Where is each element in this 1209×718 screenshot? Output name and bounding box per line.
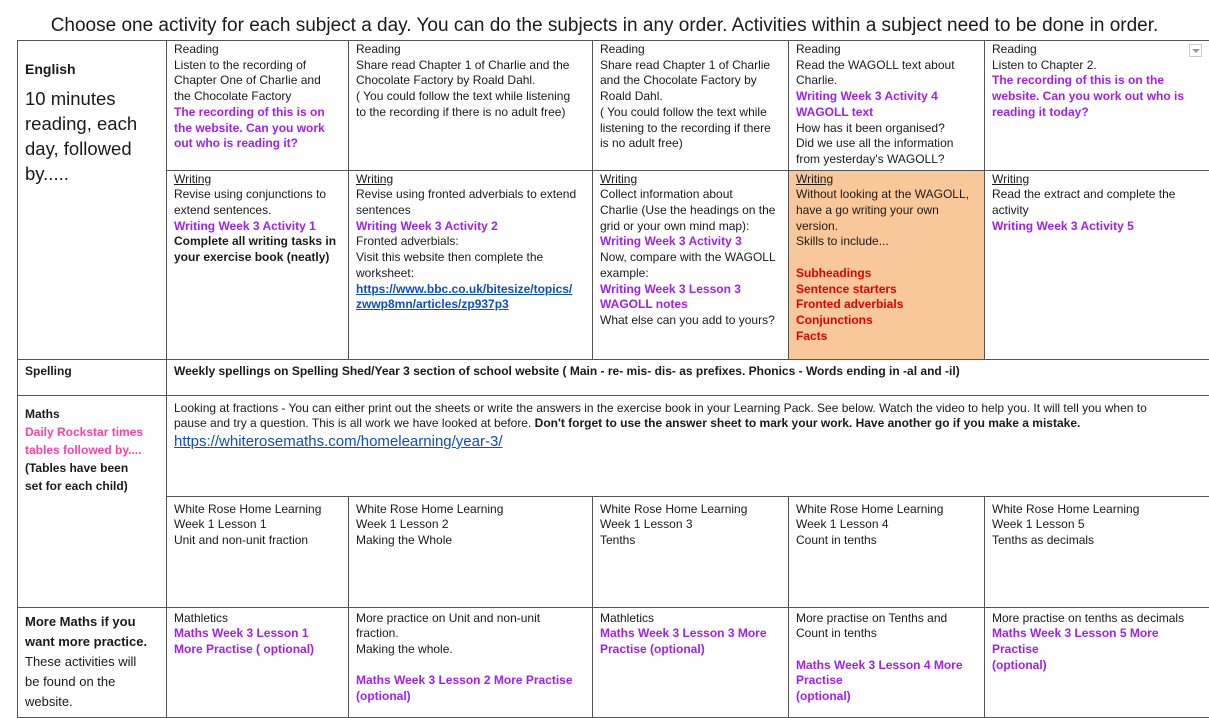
activity-link[interactable]: WAGOLL notes [600,297,782,313]
reading-cell-2 [349,41,593,171]
maths-lesson-cell-5 [985,496,1209,607]
reading-cell-5 [985,41,1209,171]
practise-link[interactable]: Practise [796,673,978,689]
reading-text: Listen to Chapter 2. [992,58,1203,74]
activity-link[interactable]: Writing Week 3 Activity 2 [356,219,586,235]
reading-title: Reading [796,42,978,58]
reading-text: Share read Chapter 1 of Charlie and the [356,58,586,74]
more-maths-note: website. [25,692,160,712]
more-maths-title: More Maths if you [25,612,160,632]
maths-intro-cell [167,395,1209,496]
english-title: English [25,62,160,78]
more-maths-subject-cell [18,607,167,717]
lesson-text: Making the Whole [356,533,586,549]
reading-text: ( You could follow the text while listening [356,89,586,105]
writing-instruction: your exercise book (neatly) [174,250,342,266]
english-writing-row [18,170,1209,359]
writing-title: Writing [796,172,978,188]
writing-cell-5 [985,170,1209,359]
writing-text: Visit this website then complete the [356,250,586,266]
skill-item: Conjunctions [796,313,978,329]
lesson-text: Week 1 Lesson 1 [174,517,342,533]
writing-text: activity [992,203,1203,219]
reading-title: Reading [356,42,586,58]
maths-intro-text: Looking at fractions - You can either print out the sheets or write the answers in the exercise book in your Learning Pack. See below. Watch the video to help you. It will tell you when to [174,401,1203,417]
lesson-text: White Rose Home Learning [356,502,586,518]
writing-text: extend sentences. [174,203,342,219]
more-maths-title: want more practice. [25,632,160,652]
lesson-text: Week 1 Lesson 2 [356,517,586,533]
reading-title: Reading [600,42,782,58]
writing-instruction: Complete all writing tasks in [174,234,342,250]
activity-link[interactable]: Writing Week 3 Lesson 3 [600,282,782,298]
english-reading-row [18,41,1209,171]
more-maths-text: More practise on Tenths and [796,611,978,627]
reading-text: is no adult free) [600,136,782,152]
lesson-text: Week 1 Lesson 5 [992,517,1203,533]
maths-lesson-cell-1 [167,496,349,607]
maths-title: Maths [25,405,160,423]
more-maths-text: fraction. [356,626,586,642]
lesson-text: Week 1 Lesson 4 [796,517,978,533]
writing-cell-3 [593,170,789,359]
writing-text: Collect information about [600,187,782,203]
reading-text: Did we use all the information [796,136,978,152]
writing-text: example: [600,266,782,282]
whiterose-link[interactable]: https://whiterosemaths.com/homelearning/year-3/ [174,432,1203,452]
spelling-details-cell [167,359,1209,395]
practise-link[interactable]: Maths Week 3 Lesson 3 More [600,626,782,642]
writing-title: Writing [600,172,782,188]
skill-item: Subheadings [796,266,978,282]
practise-link[interactable]: Maths Week 3 Lesson 1 [174,626,342,642]
lesson-text: White Rose Home Learning [600,502,782,518]
lesson-text: White Rose Home Learning [992,502,1203,518]
reading-text: the Chocolate Factory [174,89,342,105]
writing-text: Without looking at the WAGOLL, [796,187,978,203]
activity-link[interactable]: Writing Week 3 Activity 3 [600,234,782,250]
maths-lesson-cell-4 [789,496,985,607]
maths-intro-text: pause and try a question. This is all work we have looked at before. [174,416,531,430]
writing-cell-4-highlighted [789,170,985,359]
activity-link[interactable]: Writing Week 3 Activity 5 [992,219,1203,235]
more-maths-text: Mathletics [600,611,782,627]
more-maths-cell-1 [167,607,349,717]
writing-text: version. [796,219,978,235]
more-maths-text: Count in tenths [796,626,978,642]
more-maths-row [18,607,1209,717]
reading-title: Reading [174,42,342,58]
writing-text: Skills to include... [796,234,978,250]
writing-title: Writing [174,172,342,188]
reading-text: listening to the recording if there [600,121,782,137]
maths-lessons-row [18,496,1209,607]
activity-link[interactable]: WAGOLL text [796,105,978,121]
english-subject-cell [18,41,167,360]
writing-text: grid or your own mind map): [600,219,782,235]
reading-title: Reading [992,42,1203,58]
timetable [17,40,1209,718]
reading-text: How has it been organised? [796,121,978,137]
reading-recording-note: the website. Can you work [174,121,342,137]
more-maths-note: These activities will [25,652,160,672]
activity-link[interactable]: Writing Week 3 Activity 1 [174,219,342,235]
reading-text: to the recording if there is no adult free) [356,105,586,121]
writing-cell-1 [167,170,349,359]
reading-cell-4 [789,41,985,171]
rockstar-note: tables followed by.... [25,441,160,459]
more-maths-text: More practise on tenths as decimals [992,611,1203,627]
writing-title: Writing [356,172,586,188]
lesson-text: Count in tenths [796,533,978,549]
writing-text: have a go writing your own [796,203,978,219]
reading-text: Listen to the recording of [174,58,342,74]
lesson-text: White Rose Home Learning [796,502,978,518]
practise-link[interactable]: (optional) [796,689,978,705]
writing-cell-2 [349,170,593,359]
more-maths-cell-4 [789,607,985,717]
more-maths-cell-3 [593,607,789,717]
spelling-subject-cell [18,359,167,395]
writing-text: Charlie (Use the headings on the [600,203,782,219]
reading-recording-note: website. Can you work out who is [992,89,1203,105]
more-maths-text: More practice on Unit and non-unit [356,611,586,627]
reading-text: from yesterday's WAGOLL? [796,152,978,168]
maths-lesson-cell-2 [349,496,593,607]
practise-link[interactable]: Maths Week 3 Lesson 2 More Practise [356,673,586,689]
reading-cell-3 [593,41,789,171]
more-maths-note: be found on the [25,672,160,692]
writing-text: Revise using fronted adverbials to extend [356,187,586,203]
practise-link[interactable]: (optional) [992,658,1203,674]
reading-text: Share read Chapter 1 of Charlie [600,58,782,74]
writing-text: What else can you add to yours? [600,313,782,329]
reading-text: Read the WAGOLL text about [796,58,978,74]
skill-item: Facts [796,329,978,345]
lesson-text: Tenths [600,533,782,549]
bbc-bitesize-link[interactable]: zwwp8mn/articles/zp937p3 [356,297,586,313]
english-note-line: day, followed [25,136,160,161]
more-maths-text: Mathletics [174,611,342,627]
maths-lesson-cell-3 [593,496,789,607]
lesson-text: Tenths as decimals [992,533,1203,549]
english-note-line: reading, each [25,111,160,136]
bbc-bitesize-link[interactable]: https://www.bbc.co.uk/bitesize/topics/ [356,282,586,298]
reading-text: Charlie. [796,73,978,89]
skill-item: Sentence starters [796,282,978,298]
spelling-row [18,359,1209,395]
reading-text: ( You could follow the text while [600,105,782,121]
page-heading: Choose one activity for each subject a day. You can do the subjects in any order. Activities within a subject need to be done in order. [0,12,1209,40]
writing-text: Read the extract and complete the [992,187,1203,203]
reading-text: Chapter One of Charlie and [174,73,342,89]
practise-link[interactable]: Maths Week 3 Lesson 5 More [992,626,1203,642]
activity-link[interactable]: Writing Week 3 Activity 4 [796,89,978,105]
reading-recording-note: The recording of this is on [174,105,342,121]
reading-cell-1 [167,41,349,171]
practise-link[interactable]: Maths Week 3 Lesson 4 More [796,658,978,674]
practise-link[interactable]: More Practise ( optional) [174,642,342,658]
tables-note: (Tables have been [25,459,160,477]
rockstar-note: Daily Rockstar times [25,423,160,441]
english-note-line: 10 minutes [25,86,160,111]
writing-text: sentences [356,203,586,219]
practise-link[interactable]: Practise [992,642,1203,658]
writing-text: Revise using conjunctions to [174,187,342,203]
reading-recording-note: out who is reading it? [174,136,342,152]
lesson-text: Unit and non-unit fraction [174,533,342,549]
english-note-line: by..... [25,161,160,186]
reading-text: Roald Dahl. [600,89,782,105]
maths-intro-instruction: Don't forget to use the answer sheet to mark your work. Have another go if you make a mistake. [531,416,1080,430]
spelling-text: Weekly spellings on Spelling Shed/Year 3 section of school website ( Main - re- mis- dis- as prefixes. Phonics - Words ending in -al and -il) [174,364,1203,380]
writing-text: Now, compare with the WAGOLL [600,250,782,266]
reading-text: and the Chocolate Factory by [600,73,782,89]
writing-title: Writing [992,172,1203,188]
reading-recording-note: reading it today? [992,105,1203,121]
reading-recording-note: The recording of this is on the [992,73,1203,89]
practise-link[interactable]: Practise (optional) [600,642,782,658]
more-maths-cell-5 [985,607,1209,717]
more-maths-text: Making the whole. [356,642,586,658]
lesson-text: White Rose Home Learning [174,502,342,518]
spelling-title: Spelling [25,364,160,380]
skill-item: Fronted adverbials [796,297,978,313]
lesson-text: Week 1 Lesson 3 [600,517,782,533]
practise-link[interactable]: (optional) [356,689,586,705]
reading-text: Chocolate Factory by Roald Dahl. [356,73,586,89]
writing-text: worksheet: [356,266,586,282]
writing-text: Fronted adverbials: [356,234,586,250]
maths-subject-cell [18,395,167,607]
maths-intro-row [18,395,1209,496]
more-maths-cell-2 [349,607,593,717]
tables-note: set for each child) [25,477,160,495]
